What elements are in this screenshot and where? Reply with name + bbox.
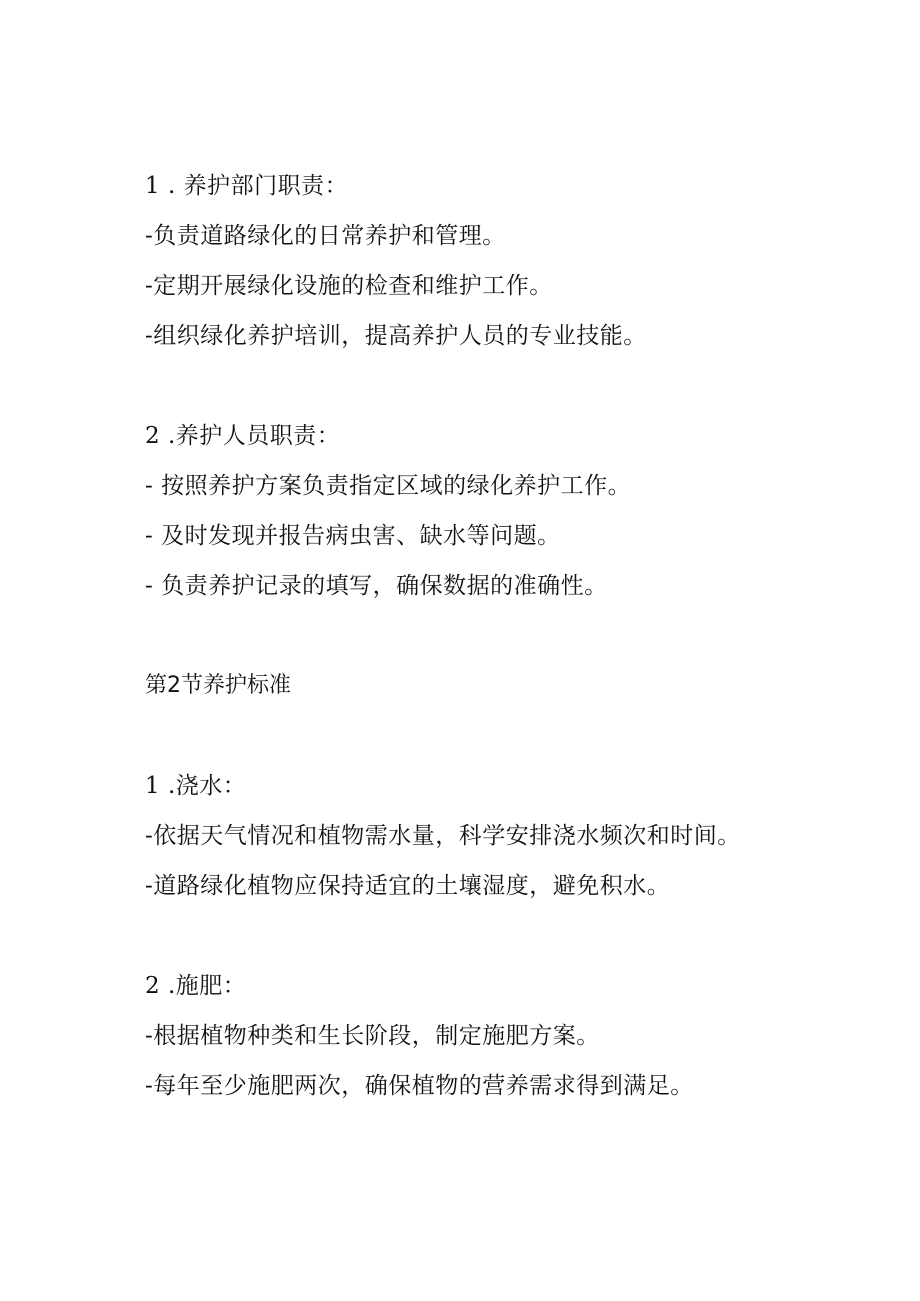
chapter-heading: 第2节养护标准 (145, 673, 291, 698)
list-item: - 及时发现并报告病虫害、缺水等问题。 (145, 523, 561, 549)
list-item: -根据植物种类和生长阶段，制定施肥方案。 (145, 1023, 600, 1049)
list-item: -组织绿化养护培训，提高养护人员的专业技能。 (145, 323, 647, 349)
list-item: -道路绿化植物应保持适宜的土壤湿度，避免积水。 (145, 873, 671, 899)
section-title-staff: 2 .养护人员职责： (145, 423, 341, 449)
list-item: -依据天气情况和植物需水量，科学安排浇水频次和时间。 (145, 823, 741, 849)
list-item: - 负责养护记录的填写，确保数据的准确性。 (145, 573, 608, 599)
list-item: - 按照养护方案负责指定区域的绿化养护工作。 (145, 473, 632, 499)
list-item: -每年至少施肥两次，确保植物的营养需求得到满足。 (145, 1073, 694, 1099)
standard-title-fertilizing: 2 .施肥： (145, 973, 247, 999)
standard-title-watering: 1 .浇水： (145, 773, 247, 799)
section-title-dept: 1 . 养护部门职责： (145, 173, 349, 199)
list-item: -定期开展绿化设施的检查和维护工作。 (145, 273, 553, 299)
list-item: -负责道路绿化的日常养护和管理。 (145, 223, 506, 249)
